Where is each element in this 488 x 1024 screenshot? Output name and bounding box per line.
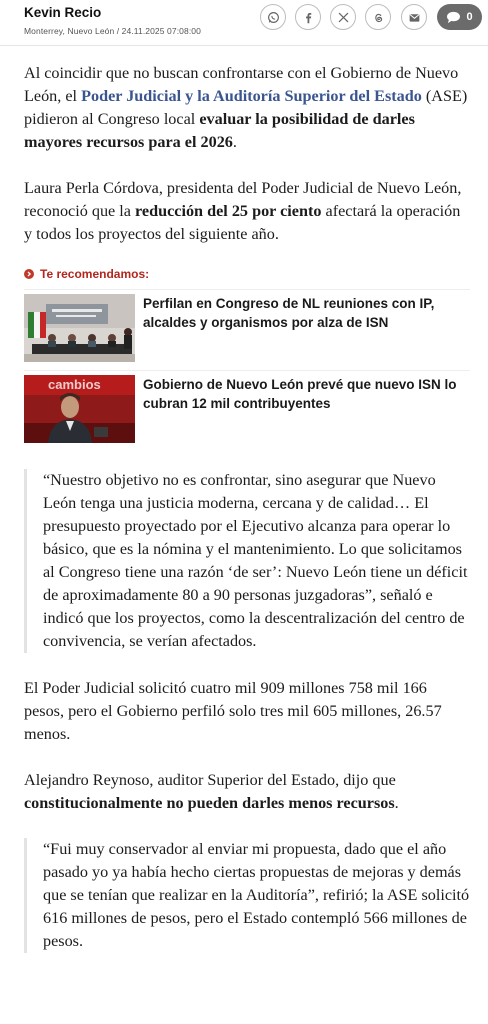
paragraph-text: Alejandro Reynoso, auditor Superior del Estado, dijo que bbox=[24, 771, 396, 789]
recommendations-title: Te recomendamos: bbox=[40, 267, 150, 281]
paragraph-text: Laura Perla Córdova, presidenta del Poder Judicial de Nuevo León, reconoció que la bbox=[24, 179, 462, 220]
comment-count: 0 bbox=[466, 11, 473, 23]
facebook-icon bbox=[302, 11, 315, 24]
cambios-interview-image[interactable] bbox=[24, 375, 135, 443]
threads-icon bbox=[372, 11, 385, 24]
quote-block-2 bbox=[24, 838, 470, 953]
poder-judicial-link[interactable]: Poder Judicial y la Auditoría Superior del Estado bbox=[81, 87, 422, 105]
chevron-right-icon bbox=[24, 269, 34, 279]
svg-text:cambios: cambios bbox=[48, 377, 101, 392]
recommendations-heading bbox=[24, 267, 470, 281]
recommendations-section bbox=[24, 267, 470, 443]
comment-bubble-icon bbox=[446, 11, 461, 24]
recommendation-item[interactable] bbox=[24, 370, 470, 443]
paragraph-text: . bbox=[394, 794, 399, 812]
recommendation-title[interactable]: Gobierno de Nuevo León prevé que nuevo ISN lo cubran 12 mil contribuyentes bbox=[143, 377, 457, 411]
paragraph-text: Al coincidir que no buscan confrontarse con el Gobierno de Nuevo León, el bbox=[24, 64, 459, 105]
article-body bbox=[24, 62, 470, 953]
facebook-share-button[interactable] bbox=[295, 4, 321, 30]
paragraph-text: . bbox=[232, 133, 237, 151]
email-icon bbox=[408, 11, 421, 24]
threads-share-button[interactable] bbox=[365, 4, 391, 30]
congress-meeting-image[interactable] bbox=[24, 294, 135, 362]
paragraph-2 bbox=[24, 177, 470, 246]
recommendation-title[interactable]: Perfilan en Congreso de NL reuniones con IP, alcaldes y organismos por alza de ISN bbox=[143, 296, 435, 330]
paragraph-4 bbox=[24, 769, 470, 815]
paragraph-bold-text: reducción del 25 por ciento bbox=[135, 202, 322, 220]
quote-block-1 bbox=[24, 469, 470, 653]
location-date: Monterrey, Nuevo León / 24.11.2025 07:08:00 bbox=[24, 26, 201, 36]
x-share-button[interactable] bbox=[330, 4, 356, 30]
paragraph-3: El Poder Judicial solicitó cuatro mil 909 millones 758 mil 166 pesos, pero el Gobierno perfiló solo tres mil 605 millones, 26.57 menos. bbox=[24, 679, 442, 743]
whatsapp-icon bbox=[267, 11, 280, 24]
author-name[interactable]: Kevin Recio bbox=[24, 5, 102, 20]
comments-button[interactable] bbox=[437, 4, 482, 30]
whatsapp-share-button[interactable] bbox=[260, 4, 286, 30]
quote-text: “Nuestro objetivo no es confrontar, sino asegurar que Nuevo León tenga una justicia moderna, cercana y de calidad… El presupuesto proyectado por el Ejecutivo alcanza para operar lo básico, que es la nómina y el mantenimiento. Lo que solicitamos al Congreso tiene una razón ‘de ser’: Nuevo León tiene un déficit de aproximadamente 80 a 90 personas juzgadoras”, señaló e indicó que los proyectos, como la descentralización del centro de convivencia, se verían afectados. bbox=[43, 471, 468, 650]
paragraph-bold-text: evaluar la posibilidad de darles mayores recursos para el 2026 bbox=[24, 110, 415, 151]
x-icon bbox=[337, 11, 350, 24]
paragraph-text: afectará la operación y todos los proyectos del siguiente año. bbox=[24, 202, 461, 243]
quote-text: “Fui muy conservador al enviar mi propuesta, dado que el año pasado yo ya había hecho ciertas propuestas de mejoras y demás que se tenían que realizar en la Auditoría”, refirió; la ASE solicitó 616 millones de pesos, pero el Estado contempló 566 millones de pesos. bbox=[43, 840, 470, 950]
paragraph-bold-text: constitucionalmente no pueden darles menos recursos bbox=[24, 794, 395, 812]
recommendation-item[interactable] bbox=[24, 289, 470, 362]
paragraph-text: (ASE) pidieron al Congreso local bbox=[24, 87, 468, 128]
article-header bbox=[0, 0, 488, 46]
paragraph-1 bbox=[24, 62, 470, 154]
email-share-button[interactable] bbox=[401, 4, 427, 30]
